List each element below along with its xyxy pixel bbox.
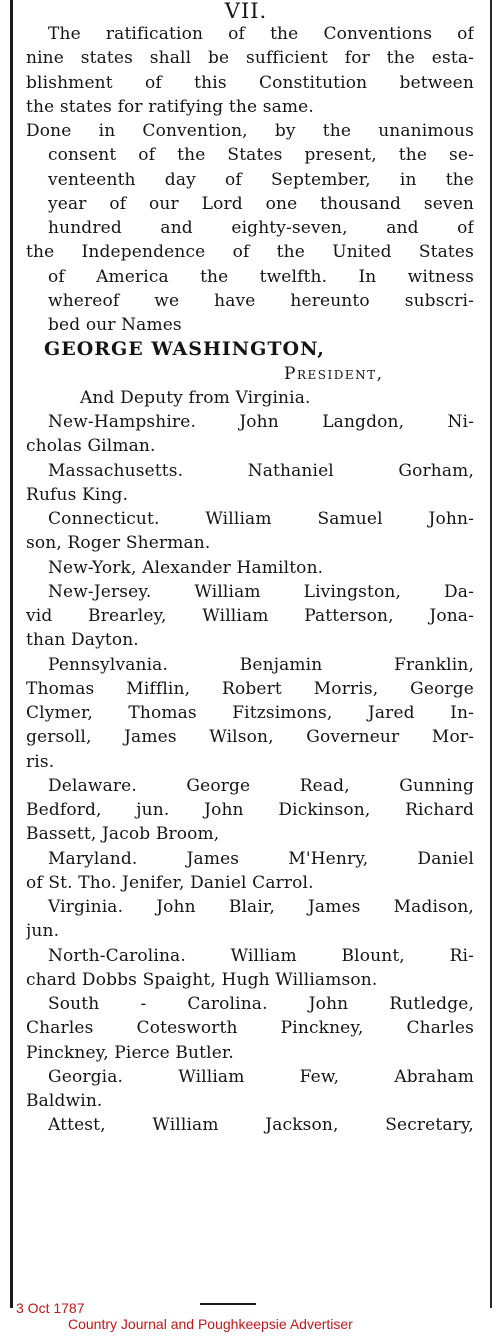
delegation-line: son, Roger Sherman. bbox=[26, 533, 211, 554]
delegation-line: Clymer, Thomas Fitzsimons, Jared In- bbox=[26, 703, 474, 723]
delegation-line: North-Carolina. William Blount, Ri- bbox=[48, 945, 474, 966]
article-line: nine states shall be sufficient for the esta- bbox=[26, 48, 474, 69]
delegation-line: Charles Cotesworth Pinckney, Charles bbox=[26, 1018, 474, 1039]
article-line: The ratification of the Conventions of bbox=[48, 24, 474, 44]
delegation-delaware bbox=[26, 774, 474, 847]
delegation-north-carolina bbox=[26, 944, 474, 993]
delegation-line: ris. bbox=[26, 751, 55, 772]
delegation-line: New-York, Alexander Hamilton. bbox=[48, 557, 324, 578]
closing-line: Done in Convention, by the unanimous bbox=[26, 121, 474, 141]
delegation-maryland bbox=[26, 847, 474, 896]
delegation-new-york bbox=[26, 556, 474, 580]
delegation-line: Massachusetts. Nathaniel Gorham, bbox=[48, 460, 474, 481]
delegation-line: Bedford, jun. John Dickinson, Richard bbox=[26, 800, 474, 820]
publication-source: Country Journal and Poughkeepsie Advertiser bbox=[68, 1316, 353, 1332]
article-line: blishment of this Constitution between bbox=[26, 72, 474, 93]
delegation-virginia bbox=[26, 895, 474, 944]
delegation-line: New-Jersey. William Livingston, Da- bbox=[48, 581, 474, 602]
president-title: President, bbox=[284, 363, 384, 384]
closing-line: bed our Names bbox=[48, 315, 182, 335]
delegation-line: than Dayton. bbox=[26, 630, 139, 651]
delegation-new-jersey bbox=[26, 580, 474, 653]
closing-rule bbox=[200, 1303, 256, 1305]
delegation-line: New-Hampshire. John Langdon, Ni- bbox=[48, 412, 474, 432]
delegation-line: Virginia. John Blair, James Madison, bbox=[48, 897, 474, 917]
text-column bbox=[26, 0, 474, 1138]
closing-line: venteenth day of September, in the bbox=[48, 169, 474, 190]
delegation-line: vid Brearley, William Patterson, Jona- bbox=[26, 606, 474, 626]
delegation-line: Bassett, Jacob Broom, bbox=[26, 824, 220, 845]
closing-line: hundred and eighty-seven, and of bbox=[48, 218, 474, 238]
delegation-new-hampshire bbox=[26, 410, 474, 459]
delegation-connecticut bbox=[26, 507, 474, 556]
delegation-line: Connecticut. William Samuel John- bbox=[48, 509, 474, 529]
delegation-line: Pennsylvania. Benjamin Franklin, bbox=[48, 654, 474, 675]
publication-date: 3 Oct 1787 bbox=[16, 1300, 85, 1316]
closing-paragraph bbox=[26, 119, 474, 337]
closing-line: the Independence of the United States bbox=[26, 242, 474, 263]
right-border-rule bbox=[490, 0, 492, 1308]
delegation-line: Georgia. William Few, Abraham bbox=[48, 1066, 474, 1087]
delegation-line: jun. bbox=[26, 921, 60, 942]
delegation-south-carolina bbox=[26, 992, 474, 1065]
closing-line: year of our Lord one thousand seven bbox=[48, 193, 474, 214]
delegation-line: Delaware. George Read, Gunning bbox=[48, 775, 474, 796]
delegation-line: chard Dobbs Spaight, Hugh Williamson. bbox=[26, 969, 378, 990]
closing-line: of America the twelfth. In witness bbox=[48, 266, 474, 287]
delegation-georgia bbox=[26, 1065, 474, 1114]
article-number: VII. bbox=[224, 0, 268, 23]
delegation-line: of St. Tho. Jenifer, Daniel Carrol. bbox=[26, 872, 314, 893]
delegation-line: Rufus King. bbox=[26, 484, 129, 505]
delegation-line: Pinckney, Pierce Butler. bbox=[26, 1042, 234, 1063]
closing-line: consent of the States present, the se- bbox=[48, 145, 474, 166]
closing-line: whereof we have hereunto subscri- bbox=[48, 290, 474, 311]
left-border-rule bbox=[10, 0, 13, 1308]
article-text bbox=[26, 22, 474, 119]
article-line: the states for ratifying the same. bbox=[26, 96, 314, 117]
president-name: GEORGE WASHINGTON, bbox=[44, 338, 325, 361]
delegation-line: Maryland. James M'Henry, Daniel bbox=[48, 848, 474, 869]
president-deputy-line: And Deputy from Virginia. bbox=[80, 387, 311, 408]
delegation-line: cholas Gilman. bbox=[26, 436, 156, 457]
delegation-line: Thomas Mifflin, Robert Morris, George bbox=[26, 678, 474, 699]
delegation-line: gersoll, James Wilson, Governeur Mor- bbox=[26, 727, 474, 748]
delegation-line: Baldwin. bbox=[26, 1091, 103, 1111]
delegation-line: South - Carolina. John Rutledge, bbox=[48, 994, 474, 1014]
delegation-massachusetts bbox=[26, 459, 474, 508]
attest-line: Attest, William Jackson, Secretary, bbox=[48, 1115, 474, 1136]
delegation-pennsylvania bbox=[26, 653, 474, 774]
